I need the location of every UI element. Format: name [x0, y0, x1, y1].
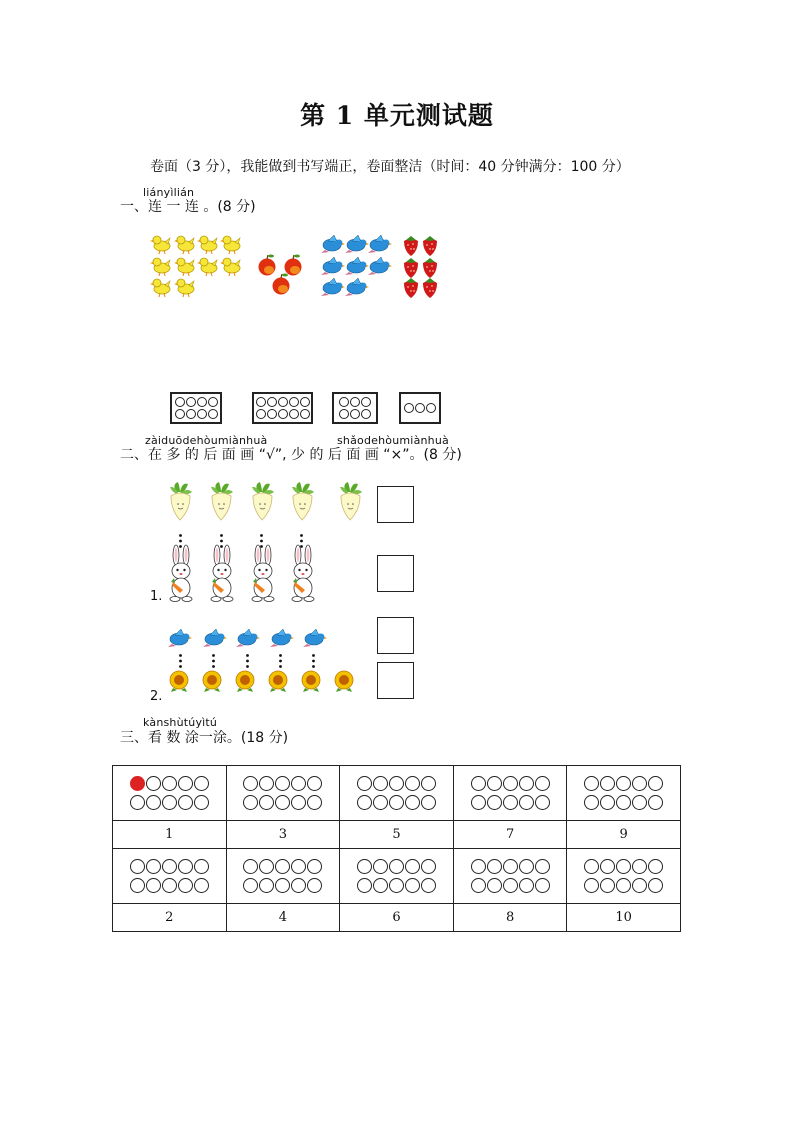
section1-heading: 一、连 一 连 。(8 分) — [120, 199, 256, 215]
answer-box-rabbit[interactable] — [377, 555, 414, 592]
answer-box-radish[interactable] — [377, 486, 414, 523]
apples-group — [259, 255, 302, 295]
circle-cell[interactable] — [340, 766, 454, 821]
section2-pinyin-b: shǎodehòumiànhuà — [337, 434, 449, 447]
circle-cell[interactable] — [567, 766, 681, 821]
dot-box-6 — [332, 392, 378, 424]
section3-pinyin: kànshùtúyìtú — [143, 716, 218, 729]
coloring-table — [112, 765, 681, 932]
strawberries-group — [404, 236, 437, 298]
dot-box-3 — [399, 392, 441, 424]
number-cell: 1 — [113, 821, 227, 849]
number-row-1 — [113, 821, 681, 849]
section2-heading: 二、在 多 的 后 面 画 “√”, 少 的 后 面 画 “×”。(8 分) — [120, 447, 462, 463]
number-cell: 2 — [113, 904, 227, 932]
filled-circle[interactable] — [130, 776, 145, 791]
circle-cell[interactable] — [226, 849, 340, 904]
number-row-2 — [113, 904, 681, 932]
number-cell: 6 — [340, 904, 454, 932]
number-cell: 9 — [567, 821, 681, 849]
number-cell: 10 — [567, 904, 681, 932]
answer-box-flower[interactable] — [377, 662, 414, 699]
page-title: 第 1 单元测试题 — [300, 101, 494, 130]
question2-label: 2. — [150, 689, 163, 704]
number-cell: 3 — [226, 821, 340, 849]
chicks-group — [150, 236, 240, 297]
section1-pictures — [150, 230, 450, 300]
number-cell: 8 — [453, 904, 567, 932]
section1-pinyin: liányìlián — [143, 186, 195, 199]
circle-cell[interactable] — [340, 849, 454, 904]
circle-cell[interactable] — [567, 849, 681, 904]
exam-info: 卷面（3 分），我能做到书写端正，卷面整洁（时间：40 分钟满分：100 分） — [150, 159, 630, 175]
section3-heading: 三、看 数 涂一涂。(18 分) — [120, 730, 289, 746]
section2-pictures — [160, 480, 370, 700]
dot-box-8 — [170, 392, 222, 424]
number-cell: 4 — [226, 904, 340, 932]
circle-cell[interactable] — [453, 766, 567, 821]
circle-cell[interactable] — [453, 849, 567, 904]
answer-box-bird[interactable] — [377, 617, 414, 654]
circle-row-2 — [113, 849, 681, 904]
circle-cell[interactable] — [226, 766, 340, 821]
circle-cell[interactable] — [113, 849, 227, 904]
number-cell: 5 — [340, 821, 454, 849]
number-cell: 7 — [453, 821, 567, 849]
dot-box-10 — [252, 392, 313, 424]
question1-label: 1. — [150, 589, 163, 604]
birds-group — [321, 235, 392, 296]
section2-pinyin-a: zàiduōdehòumiànhuà — [145, 434, 268, 447]
circle-cell[interactable] — [113, 766, 227, 821]
circle-row-1 — [113, 766, 681, 821]
